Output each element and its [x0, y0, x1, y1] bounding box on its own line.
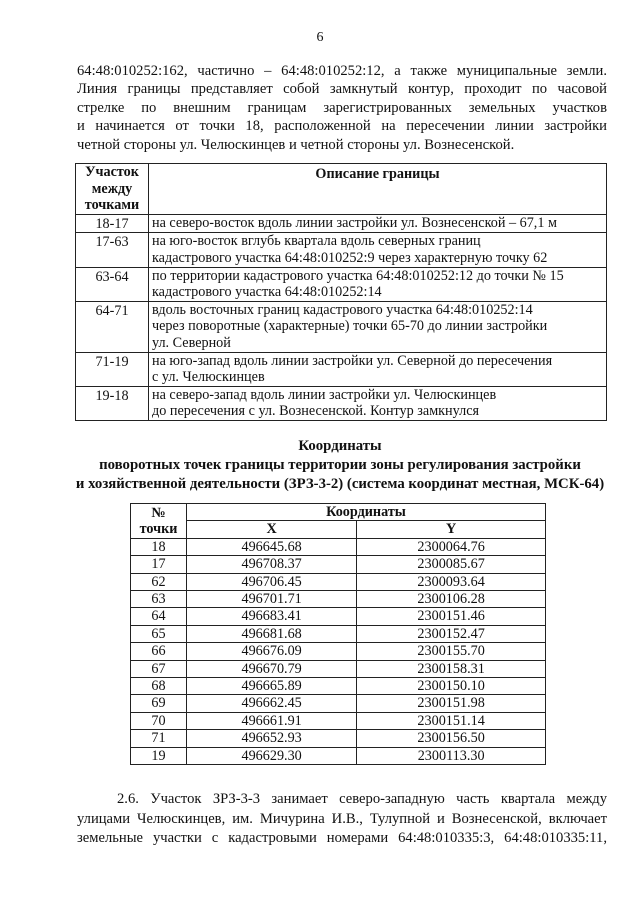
x-coordinate-cell: 496652.93: [187, 730, 357, 747]
header-segment: Участок между точками: [76, 164, 149, 215]
description-line: кадастрового участка 64:48:010252:9 через характерную точку 62: [152, 249, 548, 266]
text-line: земельные участки с кадастровыми номерами 64:48:010335:3, 64:48:010335:11,: [77, 830, 607, 846]
table-row: [131, 660, 546, 677]
table-row: [76, 386, 607, 420]
y-coordinate-cell: 2300158.31: [357, 660, 546, 677]
table-row: [131, 678, 546, 695]
header-coordinates: Координаты: [187, 504, 546, 521]
table-row: [131, 643, 546, 660]
table-row: [131, 591, 546, 608]
x-coordinate-cell: 496662.45: [187, 695, 357, 712]
x-coordinate-cell: 496645.68: [187, 538, 357, 555]
description-line: с ул. Челюскинцев: [152, 369, 265, 386]
y-coordinate-cell: 2300155.70: [357, 643, 546, 660]
x-coordinate-cell: 496665.89: [187, 678, 357, 695]
header-point-word: точки: [139, 520, 178, 537]
point-number-cell: 69: [131, 695, 187, 712]
segment-cell: 17-63: [76, 233, 149, 267]
text-line: 64:48:010252:162, частично – 64:48:010252:12, а также муниципальные земли.: [77, 63, 607, 79]
description-cell: [149, 214, 607, 233]
table-row: [131, 538, 546, 555]
description-line: ул. Северной: [152, 334, 231, 351]
text-line: Линия границы представляет собой замкнутый контур, проходит по часовой: [77, 81, 607, 98]
table-header-row: [76, 164, 607, 215]
table-row: [76, 214, 607, 233]
x-coordinate-cell: 496670.79: [187, 660, 357, 677]
y-coordinate-cell: 2300152.47: [357, 625, 546, 642]
description-cell: [149, 301, 607, 352]
y-coordinate-cell: 2300151.46: [357, 608, 546, 625]
heading-line: поворотных точек границы территории зоны регулирования застройки: [99, 457, 581, 473]
point-number-cell: 67: [131, 660, 187, 677]
description-line: на юго-восток вглубь квартала вдоль северных границ: [152, 233, 481, 250]
y-coordinate-cell: 2300106.28: [357, 591, 546, 608]
point-number-cell: 17: [131, 556, 187, 573]
header-y: Y: [357, 521, 546, 538]
description-line: до пересечения с ул. Вознесенской. Контур замкнулся: [152, 403, 480, 420]
point-number-cell: 68: [131, 678, 187, 695]
table-row: [131, 573, 546, 590]
page-number: 6: [316, 30, 324, 45]
table-row: [131, 695, 546, 712]
point-number-cell: 66: [131, 643, 187, 660]
description-line: на северо-запад вдоль линии застройки ул. Челюскинцев: [152, 386, 497, 403]
point-number-cell: 62: [131, 573, 187, 590]
description-cell: [149, 233, 607, 267]
coordinates-table: [130, 503, 546, 765]
table-row: [76, 267, 607, 301]
segment-cell: 63-64: [76, 267, 149, 301]
point-number-cell: 64: [131, 608, 187, 625]
segment-cell: 18-17: [76, 214, 149, 233]
x-coordinate-cell: 496701.71: [187, 591, 357, 608]
x-coordinate-cell: 496676.09: [187, 643, 357, 660]
table-row: [76, 352, 607, 386]
segment-cell: 71-19: [76, 352, 149, 386]
y-coordinate-cell: 2300150.10: [357, 678, 546, 695]
table-row: [76, 233, 607, 267]
header-description: Описание границы: [149, 164, 607, 215]
y-coordinate-cell: 2300093.64: [357, 573, 546, 590]
table-header-row: [131, 504, 546, 521]
point-number-cell: 71: [131, 730, 187, 747]
point-number-cell: 70: [131, 712, 187, 729]
x-coordinate-cell: 496661.91: [187, 712, 357, 729]
header-point-number: [131, 504, 187, 539]
y-coordinate-cell: 2300113.30: [357, 747, 546, 764]
description-cell: [149, 352, 607, 386]
description-line: на северо-восток вдоль линии застройки ул. Вознесенской – 67,1 м: [152, 214, 557, 231]
table-row: [131, 730, 546, 747]
table-row: [131, 747, 546, 764]
table-row: [131, 556, 546, 573]
header-x: X: [187, 521, 357, 538]
y-coordinate-cell: 2300064.76: [357, 538, 546, 555]
x-coordinate-cell: 496629.30: [187, 747, 357, 764]
point-number-cell: 65: [131, 625, 187, 642]
x-coordinate-cell: 496681.68: [187, 625, 357, 642]
heading-line: и хозяйственной деятельности (ЗРЗ-3-2) (система координат местная, МСК-64): [75, 476, 605, 492]
point-number-cell: 63: [131, 591, 187, 608]
intro-paragraph: [77, 62, 607, 154]
x-coordinate-cell: 496683.41: [187, 608, 357, 625]
heading-line: Координаты: [298, 438, 382, 454]
table-row: [131, 625, 546, 642]
y-coordinate-cell: 2300085.67: [357, 556, 546, 573]
text-line: и начинается от точки 18, расположенной на пересечении линии застройки: [77, 118, 607, 135]
y-coordinate-cell: 2300151.98: [357, 695, 546, 712]
text-line: улицами Челюскинцев, им. Мичурина И.В., Тулупной и Вознесенской, включает: [77, 810, 607, 827]
table-row: [131, 608, 546, 625]
table-header-row: [131, 521, 546, 538]
header-no-symbol: №: [151, 504, 166, 521]
point-number-cell: 19: [131, 747, 187, 764]
description-line: кадастрового участка 64:48:010252:14: [152, 284, 382, 301]
coordinates-heading: [60, 437, 620, 494]
description-line: по территории кадастрового участка 64:48:010252:12 до точки № 15: [152, 267, 564, 284]
description-line: на юго-запад вдоль линии застройки ул. Северной до пересечения: [152, 352, 553, 369]
table-row: [131, 712, 546, 729]
y-coordinate-cell: 2300151.14: [357, 712, 546, 729]
x-coordinate-cell: 496708.37: [187, 556, 357, 573]
text-line: четной стороны ул. Челюскинцев и четной стороны ул. Вознесенской.: [77, 136, 515, 153]
description-line: вдоль восточных границ кадастрового участка 64:48:010252:14: [152, 301, 533, 318]
boundary-description-table: [75, 163, 607, 421]
text-line: стрелке по внешним границам зарегистрированных земельных участков: [77, 99, 607, 116]
section-2-6-paragraph: [77, 790, 607, 849]
description-line: через поворотные (характерные) точки 65-70 до линии застройки: [152, 318, 548, 335]
point-number-cell: 18: [131, 538, 187, 555]
segment-cell: 19-18: [76, 386, 149, 420]
y-coordinate-cell: 2300156.50: [357, 730, 546, 747]
segment-cell: 64-71: [76, 301, 149, 352]
description-cell: [149, 267, 607, 301]
table-row: [76, 301, 607, 352]
text-line: 2.6. Участок ЗРЗ-3-3 занимает северо-западную часть квартала между: [117, 791, 607, 807]
x-coordinate-cell: 496706.45: [187, 573, 357, 590]
description-cell: [149, 386, 607, 420]
